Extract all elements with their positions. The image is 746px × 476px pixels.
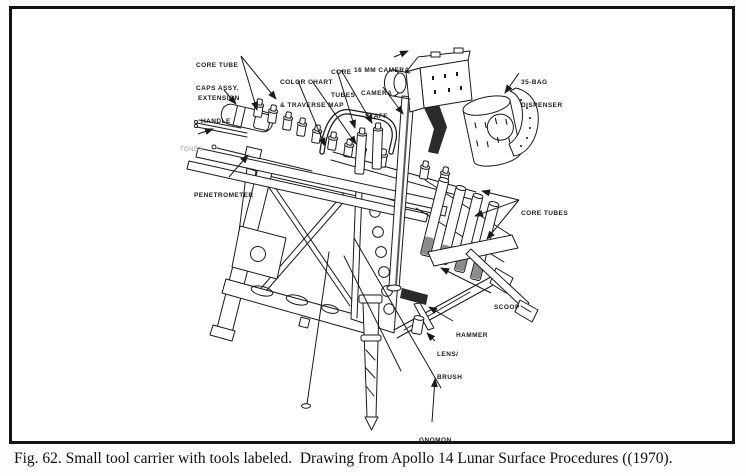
label-gnomon: GNOMON	[419, 437, 452, 444]
label-penetrometer: PENETROMETER	[194, 192, 254, 199]
label-extension-handle: EXTENSION HANDLE	[198, 95, 240, 125]
label-scoop: SCOOP	[494, 304, 520, 311]
label-lens-brush: LENS/ BRUSH	[437, 351, 463, 381]
label-core-tubes-top: CORE TUBES	[331, 69, 356, 99]
label-16mm-camera: 16 MM CAMERA	[354, 67, 410, 74]
label-camera-staff: CAMERA STAFF	[361, 90, 393, 120]
label-35-bag-dispenser: 35-BAG DISPENSER	[521, 79, 563, 109]
label-core-tube-caps: CORE TUBE CAPS ASSY.	[196, 62, 239, 92]
label-tongs: TONGS	[180, 147, 204, 153]
lens-brush-tool	[411, 315, 424, 335]
label-hammer: HAMMER	[456, 332, 488, 339]
label-core-tubes-right: CORE TUBES	[521, 210, 569, 217]
core-tube-rack	[416, 177, 518, 281]
label-color-chart: COLOR CHART & TRAVERSE MAP	[280, 79, 344, 109]
figure-caption: Fig. 62. Small tool carrier with tools labeled. Drawing from Apollo 14 Lunar Surface Procedures ((1970).	[14, 450, 673, 467]
